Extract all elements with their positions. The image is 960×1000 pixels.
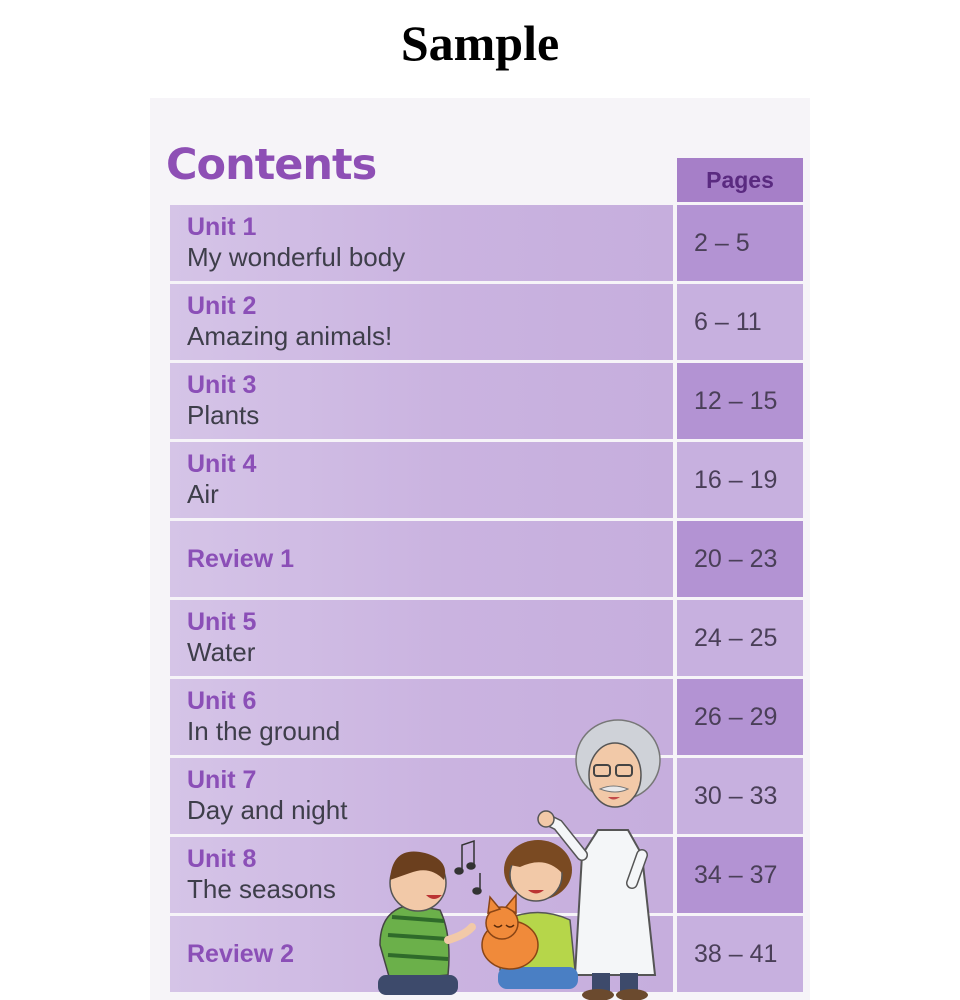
unit-name: Water: [187, 637, 256, 667]
pages-cell: 38 – 41: [677, 916, 803, 992]
table-row: [170, 205, 803, 281]
unit-label: Unit 7: [187, 766, 257, 794]
unit-cell: [170, 679, 673, 755]
unit-name: Plants: [187, 400, 260, 430]
contents-heading: Contents: [166, 140, 377, 190]
unit-label: Unit 4: [187, 450, 257, 478]
unit-label: Unit 3: [187, 371, 257, 399]
pages-cell: 34 – 37: [677, 837, 803, 913]
pages-column-header: Pages: [677, 158, 803, 202]
unit-label: Unit 2: [187, 292, 257, 320]
table-row: [170, 837, 803, 913]
table-row: [170, 679, 803, 755]
unit-cell: [170, 205, 673, 281]
pages-cell: 6 – 11: [677, 284, 803, 360]
table-row: [170, 758, 803, 834]
pages-cell: 26 – 29: [677, 679, 803, 755]
unit-name: My wonderful body: [187, 242, 406, 272]
pages-cell: 30 – 33: [677, 758, 803, 834]
unit-label: Unit 1: [187, 213, 257, 241]
unit-name: The seasons: [187, 874, 336, 904]
table-row: [170, 521, 803, 597]
sample-watermark: Sample: [400, 15, 560, 71]
review-label: Review 2: [187, 939, 295, 968]
unit-name: Air: [187, 479, 219, 509]
unit-cell: [170, 363, 673, 439]
table-row: [170, 363, 803, 439]
unit-cell: [170, 837, 673, 913]
unit-label: Unit 8: [187, 845, 257, 873]
table-row: [170, 600, 803, 676]
pages-cell: 16 – 19: [677, 442, 803, 518]
table-row: [170, 284, 803, 360]
unit-name: In the ground: [187, 716, 341, 746]
unit-name: Day and night: [187, 795, 348, 825]
unit-cell: [170, 521, 673, 597]
unit-cell: [170, 758, 673, 834]
table-row: [170, 916, 803, 992]
table-row: [170, 442, 803, 518]
pages-cell: 20 – 23: [677, 521, 803, 597]
contents-table: [170, 205, 803, 995]
pages-cell: 12 – 15: [677, 363, 803, 439]
unit-cell: [170, 916, 673, 992]
review-label: Review 1: [187, 544, 295, 573]
unit-label: Unit 5: [187, 608, 257, 636]
unit-cell: [170, 600, 673, 676]
unit-label: Unit 6: [187, 687, 257, 715]
unit-cell: [170, 442, 673, 518]
pages-cell: 24 – 25: [677, 600, 803, 676]
unit-cell: [170, 284, 673, 360]
pages-cell: 2 – 5: [677, 205, 803, 281]
unit-name: Amazing animals!: [187, 321, 393, 351]
